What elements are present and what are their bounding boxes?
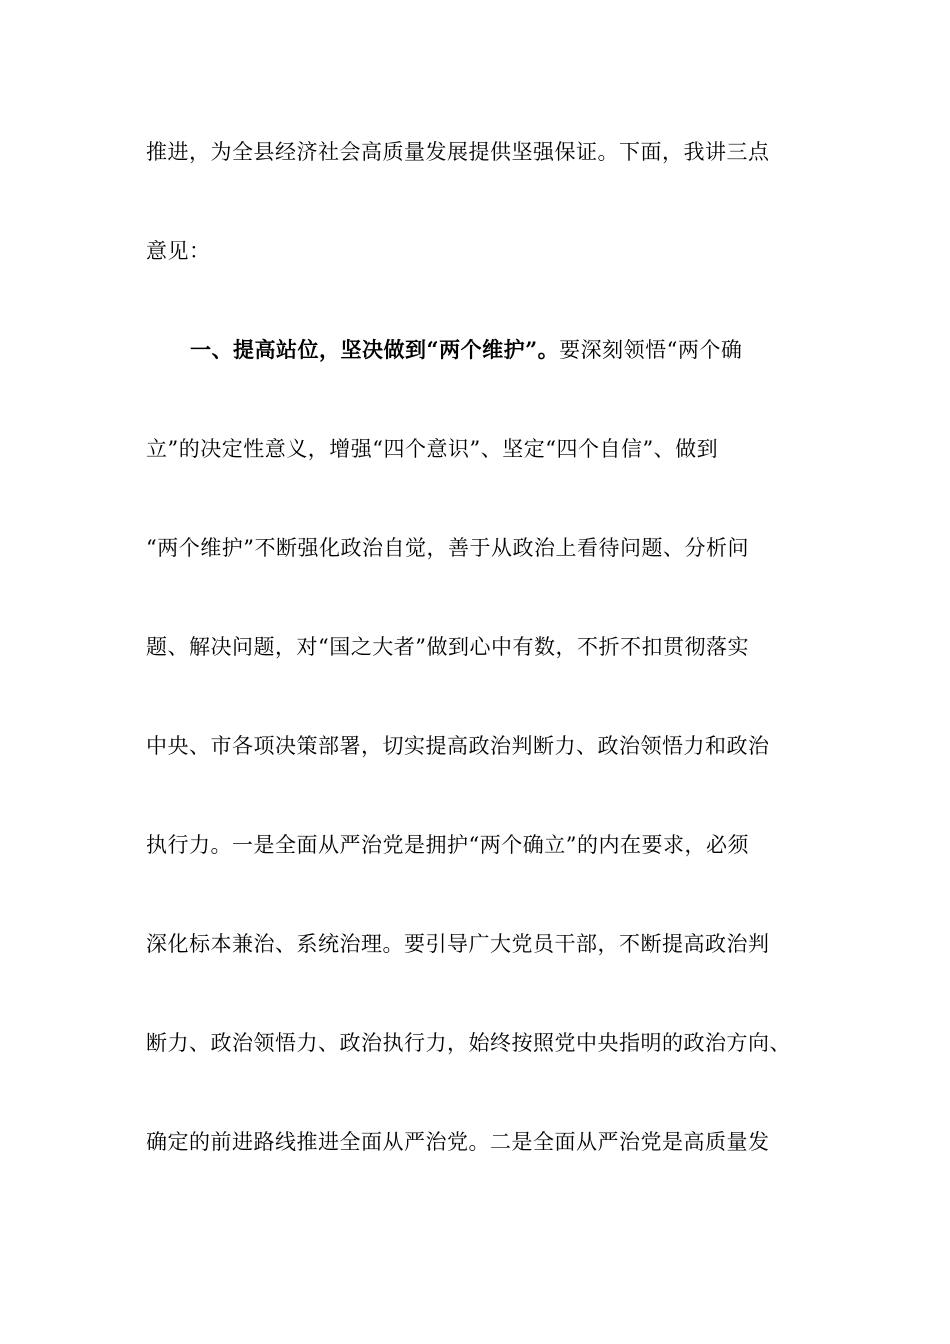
text-line-5: “两个维护”不断强化政治自觉，善于从政治上看待问题、分析问 xyxy=(146,536,749,560)
text-line-8: 执行力。一是全面从严治党是拥护“两个确立”的内在要求，必须 xyxy=(146,833,749,857)
text-line-11: 确定的前进路线推进全面从严治党。二是全面从严治党是高质量发 xyxy=(146,1130,770,1154)
text-line-9: 深化标本兼治、系统治理。要引导广大党员干部，不断提高政治判 xyxy=(146,932,770,956)
body-text xyxy=(146,130,826,1219)
text-line-10: 断力、政治领悟力、政治执行力，始终按照党中央指明的政治方向、 xyxy=(146,1031,791,1055)
text-line-3: 要深刻领悟“两个确 xyxy=(559,338,743,362)
text-line-1: 推进，为全县经济社会高质量发展提供坚强保证。下面，我讲三点 xyxy=(146,140,770,164)
section-heading-1: 一、提高站位，坚决做到“两个维护”。 xyxy=(190,337,560,362)
text-line-4: 立”的决定性意义，增强“四个意识”、坚定“四个自信”、做到 xyxy=(146,437,719,461)
section-heading-paragraph xyxy=(146,328,826,427)
text-line-2: 意见： xyxy=(146,239,211,263)
text-line-6: 题、解决问题，对“国之大者”做到心中有数，不折不扣贯彻落实 xyxy=(146,635,749,659)
text-line-7: 中央、市各项决策部署，切实提高政治判断力、政治领悟力和政治 xyxy=(146,734,770,758)
